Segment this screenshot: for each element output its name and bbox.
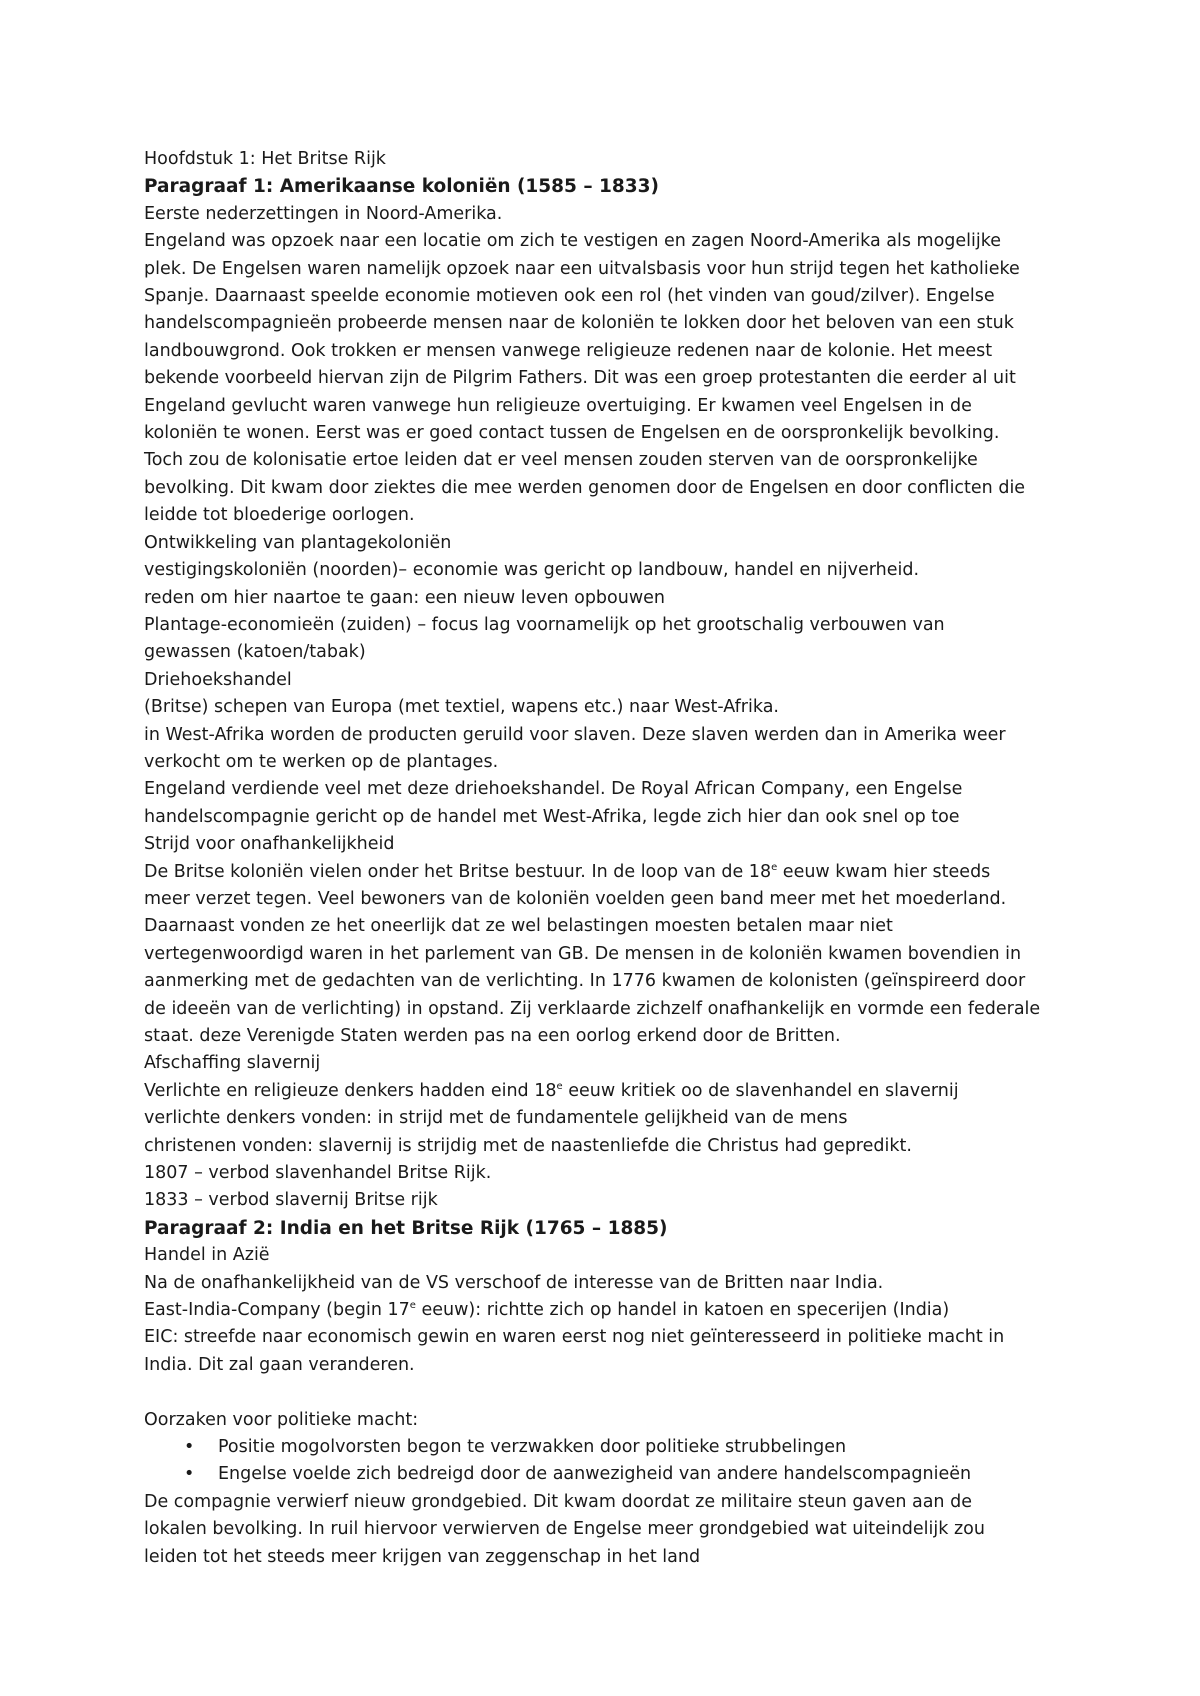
subheading-plantation: Ontwikkeling van plantagekoloniën bbox=[144, 532, 452, 553]
text-line: Spanje. Daarnaast speelde economie motieven ook een rol (het vinden van goud/zilver). Engelse bbox=[144, 286, 995, 307]
text-line: Engeland verdiende veel met deze driehoekshandel. De Royal African Company, een Engelse bbox=[144, 779, 963, 800]
text-line: verkocht om te werken op de plantages. bbox=[144, 751, 499, 772]
text-line: India. Dit zal gaan veranderen. bbox=[144, 1354, 415, 1375]
text-line: Engeland gevlucht waren vanwege hun religieuze overtuiging. Er kwamen veel Engelsen in de bbox=[144, 395, 972, 416]
list-item-text: Engelse voelde zich bedreigd door de aanwezigheid van andere handelscompagnieën bbox=[218, 1464, 972, 1485]
subheading-independence: Strijd voor onafhankelijkheid bbox=[144, 834, 395, 855]
text-line: EIC: streefde naar economisch gewin en waren eerst nog niet geïnteresseerd in politieke macht in bbox=[144, 1327, 1005, 1348]
text-segment: eeuw kritiek oo de slavenhandel en slavernij bbox=[562, 1080, 959, 1101]
causes-heading: Oorzaken voor politieke macht: bbox=[144, 1409, 419, 1430]
text-line: (Britse) schepen van Europa (met textiel, wapens etc.) naar West-Afrika. bbox=[144, 697, 779, 718]
text-line: De compagnie verwierf nieuw grondgebied. Dit kwam doordat ze militaire steun gaven aan de bbox=[144, 1491, 972, 1512]
text-line: aanmerking met de gedachten van de verlichting. In 1776 kwamen de kolonisten (geïnspireerd door bbox=[144, 971, 1026, 992]
text-segment: Verlichte en religieuze denkers hadden eind 18 bbox=[144, 1080, 557, 1101]
text-line: Na de onafhankelijkheid van de VS verschoof de interesse van de Britten naar India. bbox=[144, 1272, 884, 1293]
text-line bbox=[144, 1297, 1074, 1324]
text-segment: eeuw kwam hier steeds bbox=[777, 861, 991, 882]
section-2-text bbox=[144, 1242, 1074, 1571]
text-line: handelscompagnie gericht op de handel met West-Afrika, legde zich hier dan ook snel op toe bbox=[144, 806, 960, 827]
text-line: vertegenwoordigd waren in het parlement van GB. De mensen in de koloniën kwamen bovendien in bbox=[144, 943, 1022, 964]
list-item bbox=[144, 1434, 1074, 1461]
text-line: plek. De Engelsen waren namelijk opzoek naar een uitvalsbasis voor hun strijd tegen het katholieke bbox=[144, 258, 1020, 279]
text-line: reden om hier naartoe te gaan: een nieuw leven opbouwen bbox=[144, 587, 666, 608]
text-line: 1833 – verbod slavernij Britse rijk bbox=[144, 1190, 438, 1211]
text-line: leiden tot het steeds meer krijgen van zeggenschap in het land bbox=[144, 1546, 701, 1567]
chapter-title: Hoofdstuk 1: Het Britse Rijk bbox=[144, 149, 386, 169]
text-line: meer verzet tegen. Veel bewoners van de koloniën voelden geen band meer met het moederland. bbox=[144, 888, 1007, 909]
superscript: e bbox=[556, 1080, 563, 1092]
text-line: landbouwgrond. Ook trokken er mensen vanwege religieuze redenen naar de kolonie. Het meest bbox=[144, 340, 993, 361]
superscript: e bbox=[771, 861, 778, 873]
text-line: Toch zou de kolonisatie ertoe leiden dat er veel mensen zouden sterven van de oorspronkelijke bbox=[144, 450, 978, 471]
text-line: in West-Afrika worden de producten geruild voor slaven. Deze slaven werden dan in Amerika weer bbox=[144, 724, 1006, 745]
text-line bbox=[144, 1078, 1074, 1105]
section-2-heading: Paragraaf 2: India en het Britse Rijk (1765 – 1885) bbox=[144, 1217, 668, 1239]
text-line: 1807 – verbod slavenhandel Britse Rijk. bbox=[144, 1163, 492, 1184]
causes-list bbox=[144, 1434, 1074, 1489]
text-line: handelscompagnieën probeerde mensen naar de koloniën te lokken door het beloven van een stuk bbox=[144, 313, 1014, 334]
text-line: Engeland was opzoek naar een locatie om zich te vestigen en zagen Noord-Amerika als mogelijke bbox=[144, 231, 1002, 252]
text-segment: eeuw): richtte zich op handel in katoen en specerijen (India) bbox=[415, 1300, 950, 1321]
text-line: gewassen (katoen/tabak) bbox=[144, 642, 366, 663]
text-line: bevolking. Dit kwam door ziektes die mee werden genomen door de Engelsen en door conflicten die bbox=[144, 477, 1026, 498]
list-item-text: Positie mogolvorsten begon te verzwakken door politieke strubbelingen bbox=[218, 1437, 847, 1458]
text-line: koloniën te wonen. Eerst was er goed contact tussen de Engelsen en de oorspronkelijk bevolking. bbox=[144, 423, 1000, 444]
text-segment: East-India-Company (begin 17 bbox=[144, 1300, 410, 1321]
text-line: de ideeën van de verlichting) in opstand. Zij verklaarde zichzelf onafhankelijk en vormde een federale bbox=[144, 998, 1041, 1019]
text-segment: De Britse koloniën vielen onder het Britse bestuur. In de loop van de 18 bbox=[144, 861, 772, 882]
subheading-triangle-trade: Driehoekshandel bbox=[144, 669, 292, 690]
text-line: bekende voorbeeld hiervan zijn de Pilgrim Fathers. Dit was een groep protestanten die eerder al uit bbox=[144, 368, 1016, 389]
text-line: verlichte denkers vonden: in strijd met de fundamentele gelijkheid van de mens bbox=[144, 1108, 848, 1129]
subheading-asia-trade: Handel in Azië bbox=[144, 1245, 270, 1266]
text-line: leidde tot bloederige oorlogen. bbox=[144, 505, 415, 526]
text-line bbox=[144, 859, 1074, 886]
text-line: lokalen bevolking. In ruil hiervoor verwierven de Engelse meer grondgebied wat uiteindelijk zou bbox=[144, 1519, 985, 1540]
section-1-text bbox=[144, 201, 1074, 1215]
text-line: Plantage-economieën (zuiden) – focus lag voornamelijk op het grootschalig verbouwen van bbox=[144, 614, 945, 635]
text-line: christenen vonden: slavernij is strijdig met de naastenliefde die Christus had gepredikt. bbox=[144, 1135, 912, 1156]
subheading-abolition: Afschaffing slavernij bbox=[144, 1053, 321, 1074]
bullet-icon: • bbox=[184, 1464, 195, 1485]
text-line: staat. deze Verenigde Staten werden pas na een oorlog erkend door de Britten. bbox=[144, 1026, 841, 1046]
text-line: vestigingskoloniën (noorden)– economie was gericht op landbouw, handel en nijverheid. bbox=[144, 560, 920, 581]
blank-line bbox=[144, 1379, 1074, 1406]
list-item bbox=[144, 1461, 1074, 1488]
document-body bbox=[144, 146, 1074, 1571]
bullet-icon: • bbox=[184, 1437, 195, 1458]
text-line: Daarnaast vonden ze het oneerlijk dat ze wel belastingen moesten betalen maar niet bbox=[144, 916, 893, 937]
section-1-heading: Paragraaf 1: Amerikaanse koloniën (1585 – 1833) bbox=[144, 176, 659, 198]
superscript: e bbox=[409, 1300, 416, 1312]
text-line: Eerste nederzettingen in Noord-Amerika. bbox=[144, 203, 503, 224]
